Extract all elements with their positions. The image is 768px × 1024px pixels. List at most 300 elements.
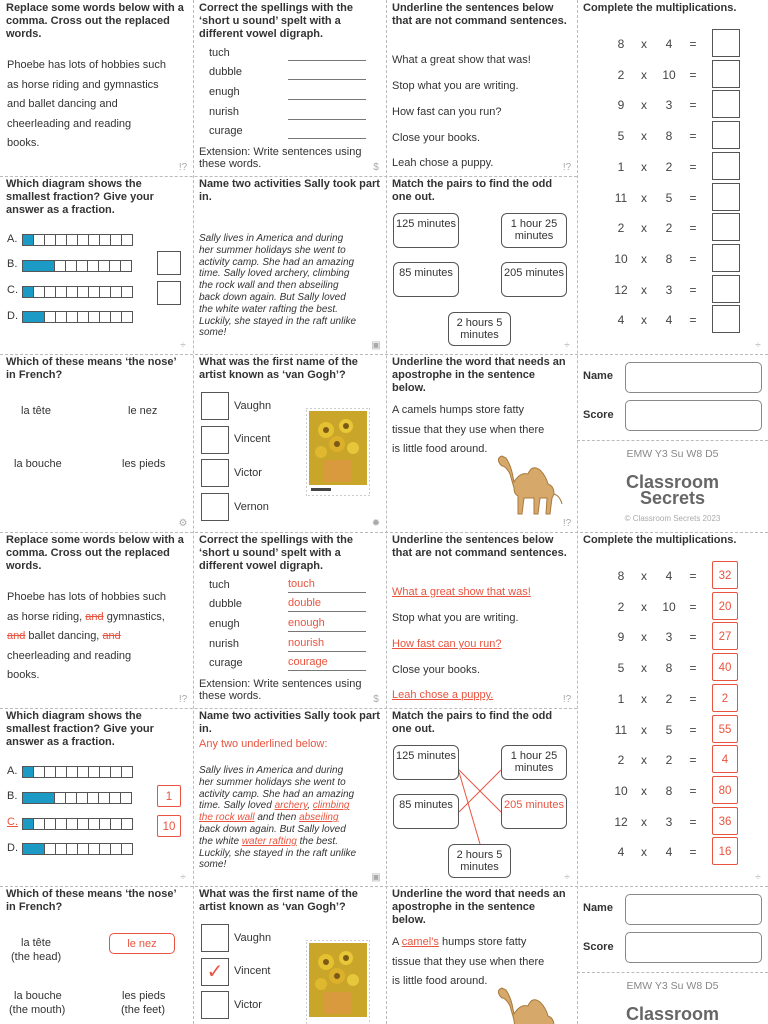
match-pill: 1 hour 25 minutes bbox=[501, 745, 567, 780]
q2-answer-line: double bbox=[288, 597, 366, 612]
q2-answer-line[interactable] bbox=[288, 46, 366, 61]
option-checkbox[interactable] bbox=[201, 426, 229, 454]
product-answer-box[interactable] bbox=[712, 152, 740, 180]
equals-sign: = bbox=[689, 783, 697, 798]
product-answer: 55 bbox=[712, 715, 738, 743]
french-option[interactable]: la tête bbox=[21, 405, 51, 417]
equals-sign: = bbox=[689, 190, 697, 205]
q10-line: A camels humps store fatty bbox=[392, 404, 525, 416]
q6-story bbox=[199, 233, 381, 339]
multiplication-row bbox=[577, 304, 768, 334]
match-pill: 85 minutes bbox=[393, 794, 459, 829]
score-input[interactable] bbox=[625, 400, 762, 431]
times-sign: x bbox=[641, 569, 647, 583]
match-pill[interactable]: 205 minutes bbox=[501, 262, 567, 297]
equals-sign: = bbox=[689, 251, 697, 266]
q9-answer bbox=[193, 886, 386, 1024]
crossed-word: and bbox=[102, 630, 121, 642]
q4-multiplication-question bbox=[577, 0, 768, 354]
camel-image bbox=[492, 450, 566, 518]
times-sign: x bbox=[641, 599, 647, 614]
sunflowers-stamp-image bbox=[306, 408, 370, 496]
q2-spelling-question bbox=[193, 0, 386, 176]
equals-sign: = bbox=[689, 630, 697, 645]
q1-line: books. bbox=[7, 137, 40, 149]
times-sign: x bbox=[641, 814, 647, 829]
times-sign: x bbox=[641, 783, 647, 798]
q10-line: is little food around. bbox=[392, 975, 488, 987]
q10-title: Underline the word that needs an apostrophe in the sentence below. bbox=[392, 888, 566, 926]
q8-answer bbox=[0, 886, 193, 1024]
crossed-word: and bbox=[7, 630, 26, 642]
numerator-answer: 1 bbox=[157, 785, 181, 807]
q6-reading-question bbox=[193, 176, 386, 354]
times-sign: x bbox=[641, 221, 647, 236]
match-line bbox=[459, 772, 480, 844]
q1-line: Phoebe has lots of hobbies such bbox=[7, 591, 167, 603]
worksheet-code: EMW Y3 Su W8 D5 bbox=[626, 980, 719, 992]
brand-logo-line: Classroom bbox=[625, 472, 720, 492]
q1-line: and ballet dancing and bbox=[7, 98, 118, 110]
q6-story-answer: Sally lives in America and during her summer holidays she went to activity camp. She had an amazing time. Sally loved archery, climbing the rock wall and then abseiling back down again. But Sally loved the white water rafting the best. Luckily, she stayed in the raft unlike some! bbox=[199, 765, 357, 871]
multiplicand: 2 bbox=[617, 67, 625, 82]
product-answer-box[interactable] bbox=[712, 183, 740, 211]
multiplicand: 8 bbox=[617, 37, 625, 51]
product-answer: 36 bbox=[712, 807, 738, 835]
name-input[interactable] bbox=[625, 894, 762, 925]
multiplicand: 12 bbox=[614, 282, 628, 297]
q7-title: Match the pairs to find the odd one out. bbox=[392, 178, 553, 203]
maths-icon: ÷ bbox=[755, 872, 761, 883]
q4-title: Complete the multiplications. bbox=[583, 534, 737, 546]
divider bbox=[577, 972, 768, 973]
multiplication-row bbox=[577, 89, 768, 119]
equals-sign: = bbox=[689, 845, 697, 860]
q3-title: Underline the sentences below that are not command sentences. bbox=[392, 534, 567, 559]
product-answer-box[interactable] bbox=[712, 121, 740, 149]
crossed-word: and bbox=[85, 610, 104, 623]
multiplier: 4 bbox=[665, 313, 673, 328]
fraction-bar-b bbox=[22, 260, 131, 272]
odd-one-out-pill: 205 minutes bbox=[501, 794, 567, 829]
french-option[interactable]: le nez bbox=[128, 405, 158, 417]
q2-word: nurish bbox=[209, 638, 239, 650]
multiplier: 2 bbox=[665, 221, 673, 236]
multiplication-row bbox=[577, 182, 768, 212]
q6-story-line: her summer holidays she went to bbox=[199, 244, 346, 256]
artist-option: Vaughn bbox=[234, 932, 272, 944]
times-sign: x bbox=[641, 98, 647, 113]
q2-answer-line: courage bbox=[288, 656, 366, 671]
equals-sign: = bbox=[689, 814, 697, 829]
multiplier: 8 bbox=[665, 251, 673, 266]
q4-title: Complete the multiplications. bbox=[583, 2, 737, 14]
q6-story-line: the white water rafting the best. bbox=[199, 303, 338, 315]
q2-title: Correct the spellings with the ‘short u sound’ spelt with a different vowel digraph. bbox=[199, 534, 354, 572]
q5-title: Which diagram shows the smallest fraction? Give your answer as a fraction. bbox=[6, 178, 154, 216]
q7-answer bbox=[386, 708, 577, 886]
translation: (the feet) bbox=[121, 1004, 166, 1016]
q5-label: A. bbox=[7, 765, 18, 777]
multiplicand: 10 bbox=[614, 783, 628, 798]
product-answer-box[interactable] bbox=[712, 213, 740, 241]
equals-sign: = bbox=[689, 67, 697, 82]
multiplier: 10 bbox=[662, 67, 676, 82]
multiplication-row bbox=[577, 744, 768, 774]
q1-passage bbox=[7, 56, 166, 154]
q3-sentence: How fast can you run? bbox=[392, 638, 502, 650]
equals-sign: = bbox=[689, 221, 697, 236]
times-sign: x bbox=[641, 313, 647, 328]
q6-story-line: some! bbox=[199, 327, 227, 339]
multiplier: 4 bbox=[665, 37, 673, 51]
fraction-bar-c bbox=[22, 818, 132, 830]
product-answer: 40 bbox=[712, 653, 738, 681]
multiplicand: 1 bbox=[617, 691, 625, 706]
score-label: Score bbox=[583, 409, 614, 421]
q1-line: Phoebe has lots of hobbies such bbox=[7, 59, 167, 71]
q10-answer-passage: A camel’s humps store fatty tissue that they use when there is little food around. bbox=[392, 933, 544, 992]
artist-option: Vincent bbox=[234, 433, 271, 445]
q6-story-line: time. Sally loved archery, climbing bbox=[199, 268, 350, 280]
multiplier: 3 bbox=[665, 630, 673, 645]
product-answer-box[interactable] bbox=[712, 305, 740, 333]
french-option: les pieds bbox=[122, 990, 166, 1002]
spelling-icon: $ bbox=[373, 694, 379, 705]
q5-fraction-question bbox=[0, 176, 193, 354]
q3-answer bbox=[386, 532, 577, 708]
product-answer-box[interactable] bbox=[712, 90, 740, 118]
times-sign: x bbox=[641, 630, 647, 645]
times-sign: x bbox=[641, 67, 647, 82]
multiplicand: 11 bbox=[614, 190, 628, 205]
numerator-box[interactable] bbox=[157, 251, 181, 275]
q2-answer bbox=[193, 532, 386, 708]
equals-sign: = bbox=[689, 37, 697, 51]
divider bbox=[577, 440, 768, 441]
sunflowers-stamp-image bbox=[306, 940, 370, 1024]
times-sign: x bbox=[641, 282, 647, 297]
q3-sentence: Close your books. bbox=[392, 664, 481, 676]
reasoning-icon: !? bbox=[178, 694, 188, 705]
q10-answer bbox=[386, 886, 577, 1024]
q9-title: What was the first name of the artist known as ‘van Gogh’? bbox=[199, 888, 358, 913]
equals-sign: = bbox=[689, 661, 697, 676]
fraction-bar-d bbox=[22, 843, 132, 855]
fraction-bar-d bbox=[22, 311, 132, 323]
q2-title: Correct the spellings with the ‘short u sound’ spelt with a different vowel digraph. bbox=[199, 2, 354, 40]
copyright-text: © Classroom Secrets 2023 bbox=[624, 514, 721, 523]
match-pill[interactable]: 1 hour 25 minutes bbox=[501, 213, 567, 248]
q6-story-line: back down again. But Sally loved bbox=[199, 291, 346, 303]
q2-word: curage bbox=[209, 125, 243, 137]
q9-artist-question bbox=[193, 354, 386, 532]
q8-french-question bbox=[0, 354, 193, 532]
multiplier: 5 bbox=[665, 190, 673, 205]
q2-word: nurish bbox=[209, 106, 239, 118]
q1-line: as horse riding, and gymnastics, bbox=[7, 610, 165, 623]
multiplication-row bbox=[577, 714, 768, 744]
product-answer: 20 bbox=[712, 592, 738, 620]
multiplication-row bbox=[577, 775, 768, 805]
fraction-bar-b bbox=[22, 792, 131, 804]
times-sign: x bbox=[641, 37, 647, 51]
q10-title: Underline the word that needs an apostrophe in the sentence below. bbox=[392, 356, 566, 394]
multiplication-row bbox=[577, 120, 768, 150]
fraction-bar-a bbox=[22, 766, 132, 778]
times-sign: x bbox=[641, 661, 647, 676]
multiplicand: 5 bbox=[617, 661, 625, 676]
multiplier: 8 bbox=[665, 129, 673, 144]
multiplication-row bbox=[577, 621, 768, 651]
multiplier: 2 bbox=[665, 753, 673, 768]
q5-label: A. bbox=[7, 233, 18, 245]
equals-sign: = bbox=[689, 722, 697, 737]
q5-label: C. bbox=[7, 284, 18, 296]
equals-sign: = bbox=[689, 129, 697, 144]
match-pill[interactable]: 85 minutes bbox=[393, 262, 459, 297]
multiplier: 3 bbox=[665, 814, 673, 829]
artist-option: Vaughn bbox=[234, 400, 272, 412]
q3-sentence: What a great show that was! bbox=[392, 586, 531, 598]
apostrophe-answer: camel’s bbox=[401, 936, 439, 948]
q2-word: curage bbox=[209, 657, 243, 669]
french-option[interactable]: les pieds bbox=[122, 458, 166, 470]
match-pill: 125 minutes bbox=[393, 745, 459, 780]
multiplicand: 9 bbox=[617, 98, 625, 113]
q4-answer bbox=[577, 532, 768, 886]
reasoning-icon: !? bbox=[178, 162, 188, 173]
q5-title: Which diagram shows the smallest fraction? Give your answer as a fraction. bbox=[6, 710, 154, 748]
q3-sentence: Leah chose a puppy. bbox=[392, 689, 494, 701]
q2-word: enugh bbox=[209, 618, 240, 630]
brand-logo bbox=[577, 474, 768, 506]
maths-icon: ÷ bbox=[180, 872, 186, 883]
multiplicand: 4 bbox=[617, 313, 625, 328]
multiplicand: 9 bbox=[617, 630, 625, 645]
q7-title: Match the pairs to find the odd one out. bbox=[392, 710, 553, 735]
multiplier: 10 bbox=[662, 599, 676, 614]
name-input[interactable] bbox=[625, 362, 762, 393]
brand-logo-line: Secrets bbox=[639, 488, 706, 508]
multiplicand: 4 bbox=[617, 845, 625, 860]
q6-title: Name two activities Sally took part in. bbox=[199, 178, 380, 203]
product-answer: 16 bbox=[712, 837, 738, 865]
q2-answer-line[interactable] bbox=[288, 124, 366, 139]
q5-label: B. bbox=[7, 258, 18, 270]
french-option: la tête bbox=[21, 937, 51, 949]
q5-label: D. bbox=[7, 310, 18, 322]
product-answer: 2 bbox=[712, 684, 738, 712]
brand-logo: Classroom bbox=[625, 1004, 720, 1024]
product-answer-box[interactable] bbox=[712, 29, 740, 57]
multiplier: 5 bbox=[665, 722, 673, 737]
q2-answer-line[interactable] bbox=[288, 105, 366, 120]
q3-sentence: What a great show that was! bbox=[392, 54, 531, 66]
q10-apostrophe-question bbox=[386, 354, 577, 532]
multiplier: 3 bbox=[665, 98, 673, 113]
q6-story-line: the rock wall and then abseiling bbox=[199, 280, 339, 292]
product-answer: 27 bbox=[712, 622, 738, 650]
q1-line: cheerleading and reading bbox=[7, 117, 132, 130]
multiplication-row bbox=[577, 836, 768, 866]
artist-option: Vernon bbox=[234, 501, 269, 513]
equals-sign: = bbox=[689, 753, 697, 768]
q2-answer-line: nourish bbox=[288, 637, 366, 652]
product-answer-box[interactable] bbox=[712, 60, 740, 88]
multiplier: 8 bbox=[665, 783, 673, 798]
q10-line: tissue that they use when there bbox=[392, 423, 545, 436]
multiplier: 2 bbox=[665, 691, 673, 706]
q2-answer-line[interactable] bbox=[288, 85, 366, 100]
multiplicand: 2 bbox=[617, 753, 625, 768]
check-icon: ✓ bbox=[201, 958, 229, 986]
q6-answer-hint: Any two underlined below: bbox=[199, 738, 328, 750]
equals-sign: = bbox=[689, 569, 697, 583]
worksheet-code: EMW Y3 Su W8 D5 bbox=[626, 448, 719, 460]
q3-sentence: Leah chose a puppy. bbox=[392, 157, 494, 169]
q1-line: and ballet dancing, and bbox=[7, 630, 121, 642]
equals-sign: = bbox=[689, 313, 697, 328]
q5-label: D. bbox=[7, 842, 18, 854]
language-icon: ⚙ bbox=[178, 518, 188, 529]
q10-line: tissue that they use when there bbox=[392, 955, 545, 968]
multiplication-row bbox=[577, 591, 768, 621]
q1-line: as horse riding and gymnastics bbox=[7, 78, 159, 91]
maths-icon: ÷ bbox=[755, 340, 761, 351]
reasoning-icon: !? bbox=[562, 694, 572, 705]
q8-title: Which of these means ‘the nose’ in French? bbox=[6, 888, 176, 913]
reasoning-icon: !? bbox=[562, 518, 572, 529]
french-option[interactable]: la bouche bbox=[14, 458, 62, 470]
name-label: Name bbox=[583, 370, 613, 382]
multiplicand: 5 bbox=[617, 129, 625, 144]
multiplicand: 2 bbox=[617, 221, 625, 236]
multiplicand: 1 bbox=[617, 159, 625, 174]
denominator-box[interactable] bbox=[157, 281, 181, 305]
times-sign: x bbox=[641, 691, 647, 706]
match-pill[interactable]: 2 hours 5 minutes bbox=[448, 312, 511, 346]
q6-answer bbox=[193, 708, 386, 886]
q3-sentence: Stop what you are writing. bbox=[392, 80, 519, 92]
q2-word: dubble bbox=[209, 66, 243, 78]
multiplier: 4 bbox=[665, 845, 673, 860]
q3-sentence: How fast can you run? bbox=[392, 106, 502, 118]
times-sign: x bbox=[641, 159, 647, 174]
multiplication-row bbox=[577, 652, 768, 682]
equals-sign: = bbox=[689, 599, 697, 614]
q1-line: cheerleading and reading bbox=[7, 649, 132, 662]
q2-extension: Extension: Write sentences using these words. bbox=[199, 146, 362, 170]
q3-sentence: Stop what you are writing. bbox=[392, 612, 519, 624]
q1-title: Replace some words below with a comma. Cross out the replaced words. bbox=[6, 534, 184, 572]
artist-option: Victor bbox=[234, 467, 262, 479]
q9-title: What was the first name of the artist known as ‘van Gogh’? bbox=[199, 356, 358, 381]
multiplication-row bbox=[577, 151, 768, 181]
q1-answer-passage bbox=[7, 588, 166, 686]
match-pill[interactable]: 125 minutes bbox=[393, 213, 459, 248]
multiplicand: 8 bbox=[617, 569, 625, 583]
q6-title: Name two activities Sally took part in. bbox=[199, 710, 380, 735]
q2-word: tuch bbox=[209, 579, 230, 591]
multiplier: 3 bbox=[665, 282, 673, 297]
q6-story-line: activity camp. She had an amazing bbox=[199, 256, 355, 268]
times-sign: x bbox=[641, 129, 647, 144]
equals-sign: = bbox=[689, 98, 697, 113]
q1-line: books. bbox=[7, 669, 40, 681]
fraction-bar-c bbox=[22, 286, 132, 298]
camel-image bbox=[492, 982, 566, 1024]
score-input[interactable] bbox=[625, 932, 762, 963]
translation: (the head) bbox=[11, 951, 62, 963]
q5-answer bbox=[0, 708, 193, 886]
reasoning-icon: !? bbox=[562, 162, 572, 173]
q8-title: Which of these means ‘the nose’ in French? bbox=[6, 356, 176, 381]
option-checkbox[interactable] bbox=[201, 493, 229, 521]
product-answer-box[interactable] bbox=[712, 244, 740, 272]
q2-answer-line[interactable] bbox=[288, 65, 366, 80]
product-answer: 80 bbox=[712, 776, 738, 804]
times-sign: x bbox=[641, 753, 647, 768]
q6-story-line: Sally lives in America and during bbox=[199, 233, 344, 244]
equals-sign: = bbox=[689, 159, 697, 174]
book-icon: ▣ bbox=[371, 340, 381, 351]
equals-sign: = bbox=[689, 282, 697, 297]
multiplier: 8 bbox=[665, 661, 673, 676]
multiplicand: 11 bbox=[614, 722, 628, 737]
artist-option: Victor bbox=[234, 999, 262, 1011]
option-checkbox[interactable] bbox=[201, 392, 229, 420]
spelling-icon: $ bbox=[373, 162, 379, 173]
maths-icon: ÷ bbox=[564, 872, 570, 883]
times-sign: x bbox=[641, 722, 647, 737]
option-checkbox[interactable] bbox=[201, 459, 229, 487]
q3-sentence-question bbox=[386, 0, 577, 176]
artist-option: Vincent bbox=[234, 965, 271, 977]
q1-comma-question bbox=[0, 0, 193, 176]
q2-word: dubble bbox=[209, 598, 243, 610]
multiplication-row bbox=[577, 59, 768, 89]
art-icon: ✹ bbox=[371, 518, 381, 529]
correct-french-option: le nez bbox=[109, 933, 175, 954]
multiplication-row bbox=[577, 560, 768, 590]
maths-icon: ÷ bbox=[180, 340, 186, 351]
multiplicand: 12 bbox=[614, 814, 628, 829]
q6-story-line: Luckily, she stayed in the raft unlike bbox=[199, 315, 357, 327]
q2-word: tuch bbox=[209, 47, 230, 59]
times-sign: x bbox=[641, 845, 647, 860]
equals-sign: = bbox=[689, 691, 697, 706]
q5-label: B. bbox=[7, 790, 18, 802]
q2-extension: Extension: Write sentences using these words. bbox=[199, 678, 362, 702]
fraction-bar-a bbox=[22, 234, 132, 246]
multiplication-row bbox=[577, 243, 768, 273]
product-answer: 4 bbox=[712, 745, 738, 773]
product-answer-box[interactable] bbox=[712, 275, 740, 303]
multiplier: 4 bbox=[665, 569, 673, 583]
times-sign: x bbox=[641, 251, 647, 266]
q7-matching-question bbox=[386, 176, 577, 354]
option-checkbox bbox=[201, 924, 229, 952]
q1-title: Replace some words below with a comma. Cross out the replaced words. bbox=[6, 2, 184, 40]
info-panel bbox=[577, 354, 768, 532]
q3-title: Underline the sentences below that are not command sentences. bbox=[392, 2, 567, 27]
multiplication-row bbox=[577, 274, 768, 304]
q2-answer-line: enough bbox=[288, 617, 366, 632]
multiplicand: 2 bbox=[617, 599, 625, 614]
multiplication-row bbox=[577, 806, 768, 836]
denominator-answer: 10 bbox=[157, 815, 181, 837]
